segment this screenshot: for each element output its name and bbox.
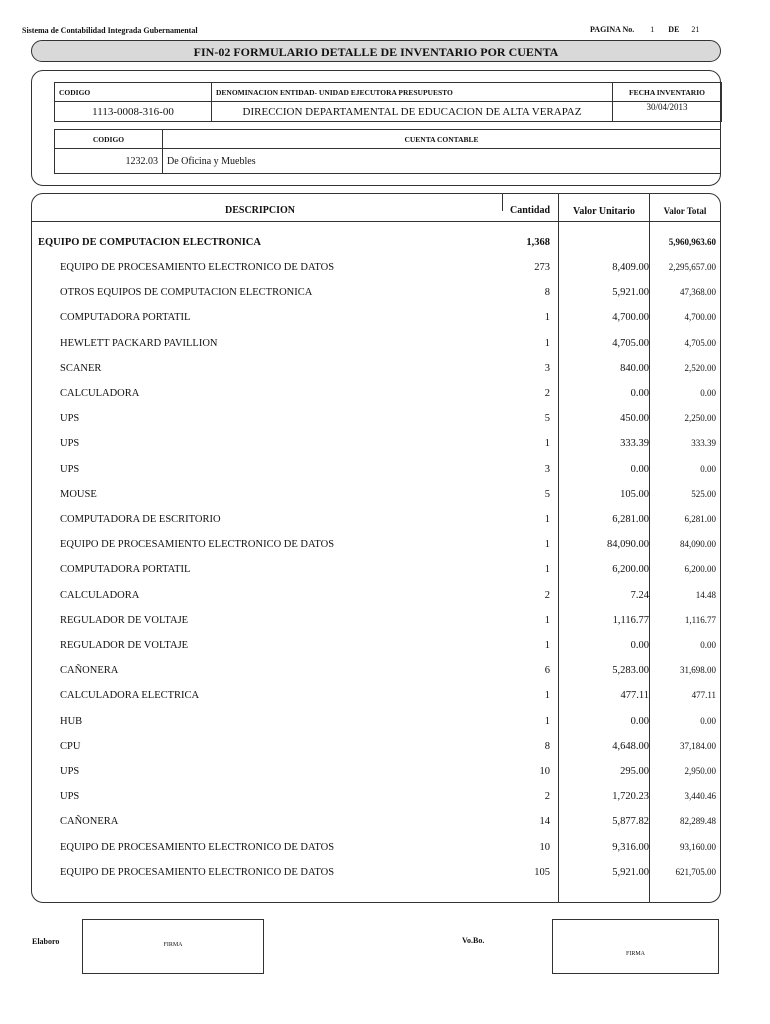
- row-valor-unitario: 840.00: [620, 363, 649, 374]
- table-row: [0, 338, 770, 358]
- table-row: [0, 716, 770, 736]
- header-divider: [32, 221, 720, 222]
- row-valor-unitario: 6,281.00: [612, 514, 649, 525]
- row-valor-unitario: 5,877.82: [612, 816, 649, 827]
- table-row: [0, 312, 770, 332]
- row-descripcion: REGULADOR DE VOLTAJE: [60, 640, 189, 651]
- row-valor-unitario: 477.11: [620, 690, 649, 701]
- row-cantidad: 5: [544, 413, 550, 424]
- table-row: [0, 816, 770, 836]
- group-total: 5,960,963.60: [668, 237, 716, 247]
- col-valor-unitario: Valor Unitario: [573, 206, 635, 217]
- row-cantidad: 273: [534, 262, 550, 273]
- row-cantidad: 1: [544, 338, 550, 349]
- table-row: [0, 489, 770, 509]
- row-valor-total: 4,705.00: [684, 338, 716, 348]
- total-pages: 21: [691, 25, 700, 34]
- row-cantidad: 6: [544, 665, 550, 676]
- row-cantidad: 8: [544, 287, 550, 298]
- row-valor-unitario: 5,921.00: [612, 867, 649, 878]
- row-valor-total: 4,700.00: [684, 312, 716, 322]
- row-descripcion: HUB: [60, 716, 83, 727]
- row-cantidad: 3: [544, 464, 550, 475]
- info-table: [54, 82, 722, 122]
- row-valor-unitario: 1,720.23: [612, 791, 649, 802]
- row-valor-unitario: 4,705.00: [612, 338, 649, 349]
- row-valor-unitario: 450.00: [620, 413, 649, 424]
- page-label: PAGINA No.: [590, 25, 635, 34]
- row-valor-unitario: 0.00: [630, 640, 649, 651]
- table-row: [0, 867, 770, 887]
- row-descripcion: CAÑONERA: [60, 816, 119, 827]
- table-row: [0, 842, 770, 862]
- row-cantidad: 1: [544, 716, 550, 727]
- row-valor-total: 2,295,657.00: [668, 262, 716, 272]
- row-descripcion: UPS: [60, 438, 80, 449]
- row-valor-unitario: 4,700.00: [612, 312, 649, 323]
- row-descripcion: REGULADOR DE VOLTAJE: [60, 615, 189, 626]
- of-label: DE: [668, 25, 680, 34]
- row-cantidad: 1: [544, 640, 550, 651]
- row-descripcion: MOUSE: [60, 489, 97, 500]
- table-row: [0, 438, 770, 458]
- table-row: [0, 287, 770, 307]
- table-row: [0, 363, 770, 383]
- col-cantidad: Cantidad: [509, 205, 550, 216]
- cuenta-nombre: De Oficina y Muebles: [163, 149, 721, 174]
- page-number: 1: [650, 25, 655, 34]
- row-valor-unitario: 9,316.00: [612, 842, 649, 853]
- col-valor-total: Valor Total: [663, 206, 707, 216]
- system-name: Sistema de Contabilidad Integrada Gubernamental: [22, 26, 198, 35]
- row-valor-unitario: 6,200.00: [612, 564, 649, 575]
- table-row: [0, 564, 770, 584]
- row-descripcion: CALCULADORA: [60, 590, 140, 601]
- row-cantidad: 14: [539, 816, 550, 827]
- row-valor-total: 0.00: [700, 716, 716, 726]
- row-descripcion: CPU: [60, 741, 81, 752]
- row-valor-total: 84,090.00: [680, 539, 716, 549]
- row-cantidad: 1: [544, 438, 550, 449]
- row-valor-unitario: 5,283.00: [612, 665, 649, 676]
- row-valor-total: 2,520.00: [684, 363, 716, 373]
- row-cantidad: 3: [544, 363, 550, 374]
- row-valor-total: 2,250.00: [684, 413, 716, 423]
- row-valor-total: 333.39: [691, 438, 716, 448]
- row-descripcion: CAÑONERA: [60, 665, 119, 676]
- row-descripcion: EQUIPO DE PROCESAMIENTO ELECTRONICO DE DATOS: [60, 867, 335, 878]
- row-cantidad: 1: [544, 514, 550, 525]
- row-valor-total: 0.00: [700, 388, 716, 398]
- row-descripcion: UPS: [60, 766, 80, 777]
- row-descripcion: OTROS EQUIPOS DE COMPUTACION ELECTRONICA: [60, 287, 313, 298]
- row-cantidad: 10: [539, 842, 550, 853]
- row-valor-total: 477.11: [691, 690, 716, 700]
- row-descripcion: COMPUTADORA PORTATIL: [60, 312, 191, 323]
- table-row: [0, 690, 770, 710]
- group-descripcion: EQUIPO DE COMPUTACION ELECTRONICA: [38, 237, 261, 248]
- elaboro-label: Elaboro: [32, 937, 60, 946]
- row-valor-total: 37,184.00: [680, 741, 716, 751]
- row-valor-total: 3,440.46: [684, 791, 716, 801]
- row-descripcion: UPS: [60, 464, 80, 475]
- row-valor-total: 47,368.00: [680, 287, 716, 297]
- row-valor-unitario: 105.00: [620, 489, 649, 500]
- col-descripcion: DESCRIPCION: [224, 205, 295, 216]
- row-cantidad: 1: [544, 615, 550, 626]
- row-cantidad: 1: [544, 690, 550, 701]
- row-valor-total: 93,160.00: [680, 842, 716, 852]
- row-cantidad: 2: [544, 791, 550, 802]
- codigo-value: 1113-0008-316-00: [55, 102, 212, 122]
- row-valor-unitario: 333.39: [620, 438, 649, 449]
- table-row: [0, 766, 770, 786]
- fecha-value: 30/04/2013: [613, 102, 722, 122]
- firma-elaboro: FIRMA: [163, 942, 183, 948]
- table-row: [0, 388, 770, 408]
- row-cantidad: 8: [544, 741, 550, 752]
- row-descripcion: EQUIPO DE PROCESAMIENTO ELECTRONICO DE DATOS: [60, 842, 335, 853]
- row-valor-unitario: 295.00: [620, 766, 649, 777]
- row-valor-unitario: 84,090.00: [607, 539, 649, 550]
- codigo2-label: CODIGO: [55, 130, 163, 149]
- row-valor-unitario: 8,409.00: [612, 262, 649, 273]
- codigo-label: CODIGO: [55, 83, 212, 102]
- row-valor-total: 525.00: [691, 489, 716, 499]
- row-valor-total: 82,289.48: [680, 816, 716, 826]
- row-valor-unitario: 0.00: [630, 464, 649, 475]
- cuenta-codigo: 1232.03: [55, 149, 163, 174]
- row-cantidad: 5: [544, 489, 550, 500]
- row-valor-total: 2,950.00: [684, 766, 716, 776]
- row-valor-total: 31,698.00: [680, 665, 716, 675]
- row-descripcion: COMPUTADORA DE ESCRITORIO: [60, 514, 221, 525]
- row-cantidad: 1: [544, 539, 550, 550]
- row-cantidad: 2: [544, 388, 550, 399]
- row-descripcion: UPS: [60, 791, 80, 802]
- group-row: [0, 237, 770, 257]
- table-row: [0, 464, 770, 484]
- table-row: [0, 741, 770, 761]
- row-valor-total: 621,705.00: [675, 867, 716, 877]
- vobo-signature-box: [552, 919, 719, 974]
- row-valor-unitario: 0.00: [630, 388, 649, 399]
- row-cantidad: 1: [544, 564, 550, 575]
- table-row: [0, 262, 770, 282]
- row-valor-total: 0.00: [700, 464, 716, 474]
- row-valor-unitario: 7.24: [630, 590, 649, 601]
- row-descripcion: COMPUTADORA PORTATIL: [60, 564, 191, 575]
- row-valor-unitario: 5,921.00: [612, 287, 649, 298]
- row-valor-total: 6,200.00: [684, 564, 716, 574]
- row-descripcion: HEWLETT PACKARD PAVILLION: [60, 338, 218, 349]
- row-valor-unitario: 0.00: [630, 716, 649, 727]
- cuenta-label: CUENTA CONTABLE: [163, 130, 721, 149]
- row-descripcion: CALCULADORA ELECTRICA: [60, 690, 200, 701]
- fecha-label: FECHA INVENTARIO: [613, 83, 722, 102]
- entidad-value: DIRECCION DEPARTAMENTAL DE EDUCACION DE ALTA VERAPAZ: [212, 102, 613, 122]
- row-valor-unitario: 4,648.00: [612, 741, 649, 752]
- vobo-label: Vo.Bo.: [462, 936, 485, 945]
- row-cantidad: 2: [544, 590, 550, 601]
- row-descripcion: SCANER: [60, 363, 102, 374]
- table-row: [0, 791, 770, 811]
- firma-vobo: FIRMA: [625, 951, 645, 957]
- row-valor-total: 6,281.00: [684, 514, 716, 524]
- row-valor-total: 14.48: [695, 590, 716, 600]
- row-descripcion: EQUIPO DE PROCESAMIENTO ELECTRONICO DE DATOS: [60, 262, 335, 273]
- form-title: FIN-02 FORMULARIO DETALLE DE INVENTARIO POR CUENTA: [31, 40, 721, 62]
- entidad-label: DENOMINACION ENTIDAD- UNIDAD EJECUTORA PRESUPUESTO: [212, 83, 613, 102]
- row-descripcion: UPS: [60, 413, 80, 424]
- row-cantidad: 10: [539, 766, 550, 777]
- page-indicator: [590, 25, 699, 34]
- table-row: [0, 615, 770, 635]
- group-cantidad: 1,368: [526, 237, 550, 248]
- cuenta-table: [54, 129, 721, 174]
- row-descripcion: CALCULADORA: [60, 388, 140, 399]
- table-row: [0, 590, 770, 610]
- table-row: [0, 539, 770, 559]
- row-cantidad: 1: [544, 312, 550, 323]
- table-row: [0, 640, 770, 660]
- row-valor-unitario: 1,116.77: [612, 615, 649, 626]
- row-valor-total: 0.00: [700, 640, 716, 650]
- row-cantidad: 105: [534, 867, 550, 878]
- table-row: [0, 413, 770, 433]
- row-valor-total: 1,116.77: [684, 615, 716, 625]
- table-row: [0, 665, 770, 685]
- row-descripcion: EQUIPO DE PROCESAMIENTO ELECTRONICO DE DATOS: [60, 539, 335, 550]
- table-row: [0, 514, 770, 534]
- elaboro-signature-box: [82, 919, 264, 974]
